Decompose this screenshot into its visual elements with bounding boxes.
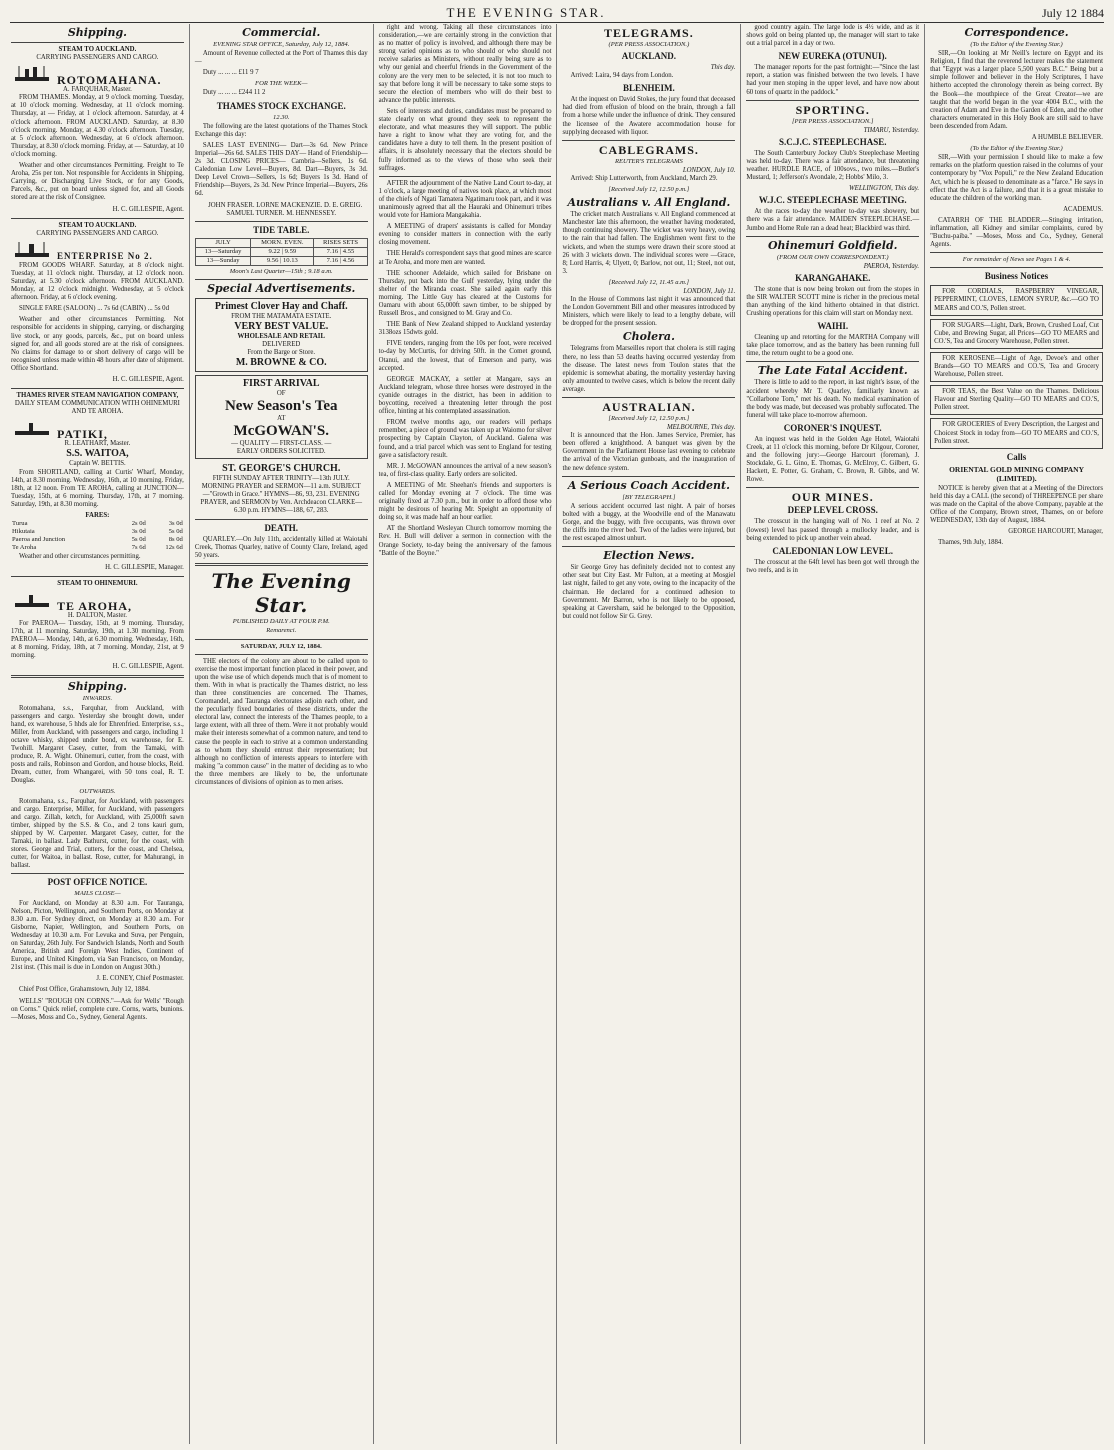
- shipping-ad-rotomahana: [11, 46, 184, 214]
- vessel-name: ROTOMAHANA.: [57, 73, 162, 88]
- fare-single: 5s 0d: [131, 536, 146, 544]
- tide-row: [195, 247, 367, 256]
- fare-return: 12s 6d: [165, 544, 183, 552]
- tide-heading: TIDE TABLE.: [253, 224, 310, 235]
- master-name: H. DALTON, Master.: [67, 611, 127, 619]
- church-services: MORNING PRAYER and SERMON—11 a.m. SUBJECT—"Growth in Grace." HYMNS—86, 93, 231. EVENING PRAYER, and SERMON by Ven. Archdeacon CLARKE—6.30 p.m. HYMNS—188, 67, 283.: [200, 483, 363, 515]
- london-body: Arrived: Ship Lutterworth, from Auckland, March 29.: [570, 174, 718, 182]
- late-accident-heading: The Late Fatal Accident.: [757, 364, 908, 378]
- dateline: This day.: [710, 64, 736, 72]
- fare-row: [11, 520, 184, 528]
- steamship-icon: [11, 590, 53, 610]
- press-credit: [PER PRESS ASSOCIATION.]: [791, 117, 874, 125]
- duty-week: Duty ... ... ... £244 11 2: [202, 89, 266, 97]
- advert-value: VERY BEST VALUE.: [234, 321, 329, 333]
- vessel-row: [11, 590, 184, 613]
- news-paragraph: THE schooner Adelaide, which sailed for Brisbane on Thursday, put back into the Gulf yesterday, lying under the shelter of the Miranda coast. She sailed again early this morning. The Little Guy has cleared at the Customs for Oamaru with about 65,000ft sawn timber, to be shipped by Russell Bros., and consigned to M. Gray and Co.: [378, 269, 552, 318]
- waihi-heading: WAIHI.: [817, 321, 849, 332]
- waihi-body: Cleaning up and retorting for the MARTHA Company will take place tomorrow, and as the battery has been running full time, the return ought to be a good one.: [746, 334, 920, 358]
- vessel-name: TE AROHA,: [57, 598, 133, 613]
- tide-cell: 7.16 | 4.56: [314, 256, 367, 265]
- special-ads-heading: Special Advertisements.: [207, 282, 356, 296]
- commercial-heading: Commercial.: [242, 26, 321, 39]
- death-heading: DEATH.: [264, 523, 299, 534]
- press-credit: (PER PRESS ASSOCIATION.): [608, 41, 690, 48]
- advert-delivered: DELIVERED: [262, 341, 301, 349]
- goldfield-credit: (FROM OUR OWN CORRESPONDENT.): [776, 253, 889, 261]
- divider: [562, 476, 735, 477]
- divider: [930, 267, 1103, 268]
- letter-address: (To the Editor of the Evening Star.): [970, 145, 1063, 153]
- news-paragraph: THE Bank of New Zealand shipped to Auckland yesterday 3138ozs 15dwts gold.: [378, 321, 552, 337]
- inquest-body: An inquest was held in the Golden Age Hotel, Waiotahi Creek, at 11 o'clock this morning, before Dr Kilgour, Coroner, and the following jury:—George Harcourt (foreman), J. Stockdale, G. L. Gino, E. Thomas, G. McElroy, C. Gilbert, G. Hackett, E. Potter, G. Graham, C. Brown, R. Gibbs, and W. Rowe.: [746, 435, 920, 484]
- late-accident-body: There is little to add to the report, in last night's issue, of the accident whereby Mr T. Quarley, familiarly known as "Collarbone Tom," met his death. No medical examination of the body was made, but deceased was probably suffocated. The funeral will take place to-morrow afternoon.: [746, 379, 920, 419]
- business-notice: FOR SUGARS—Light, Dark, Brown, Crushed Loaf, Cut Cube, and Brewing Sugar, all Prices—GO TO MEARS and CO.'S, Tea and Grocery Warehouse, Pollen street.: [930, 319, 1103, 349]
- ad-schedule: From SHORTLAND, calling at Curtis' Wharf, Monday, 14th, at 8.30 morning. Wednesday, 16th, at 10 morning. Friday, 18th, at 12 noon. From TE AROHA, calling at JUNCTION— Tuesday, 15th, at 6 morning. Thursday, 17th, at 7 morning. Saturday, 19th, at 8.30 morning.: [11, 468, 184, 508]
- calls-date: Thames, 9th July, 1884.: [938, 539, 1004, 547]
- election-body: Sir George Grey has definitely decided not to contest any other seat but City East. Mr Fulton, at a meeting at Mosgiel last night, failed to get any vote, owing to the incapacity of the chairman. He declared for a continued adhesion to Government. Mr Barron, who is not likely to be opposed, speaking at Caversham, said he belonged to the Opposition, but could not follow Sir G. Grey.: [562, 564, 736, 620]
- paper-name: The Evening Star.: [211, 569, 351, 618]
- divider: [11, 388, 184, 389]
- divider: [195, 563, 368, 566]
- column-5: [741, 24, 925, 1444]
- news-paragraph: AFTER the adjournment of the Native Land Court to-day, at 1 o'clock, a large meeting of natives took place, at which most of the chiefs of Ngati Tamatera Ngatimaru took part, and it was unanimously agreed that all the Hauraki and Ohinemuri tribes would vote for Hamiora Mangakahia.: [378, 179, 552, 220]
- letter-body-2: SIR,—With your permission I should like to make a few remarks on the platform question raised in the columns of your contemporary by "Vox Populi," re the New Zealand Education Act, which he is pleased to denominate as a "farce." He says in effect that the Act is a failure, and that it is a great mistake to educate the children of the working man.: [930, 154, 1103, 202]
- london-body-2: In the House of Commons last night it was announced that the London Government Bill and other measures introduced by Ministers, which were likely to lead to a lengthy debate, will be dropped for the present session.: [562, 296, 736, 328]
- fare-single: 3s 0d: [131, 528, 146, 536]
- goldfield-heading: Ohinemuri Goldfield.: [767, 238, 898, 252]
- tide-table: [195, 238, 368, 266]
- calls-heading: Calls: [1006, 451, 1027, 462]
- blenheim-body: At the inquest on David Stokes, the jury found that deceased had died from effusion of blood on the brain, through a fall from a horse while under the influence of drink. They censured the licensee of the Awatere accommodation house for supplying deceased with liquor.: [562, 96, 736, 136]
- fares-table: [11, 520, 184, 552]
- exchange-intro: The following are the latest quotations of the Thames Stock Exchange this day:: [194, 122, 368, 138]
- catarrh-advert: CATARRH OF THE BLADDER.—Stinging irritation, inflammation, all Kidney and similar complaints, cured by "Buchu-paiba." —Moses, Moss and Co., Sydney, General Agents.: [930, 216, 1103, 249]
- news-reminder: For remainder of News see Pages 1 & 4.: [962, 256, 1071, 264]
- fare-place: Hikutaia: [12, 528, 35, 536]
- fares-note: Weather and other circumstances permitting.: [19, 552, 141, 560]
- telegrams-heading: TELEGRAMS.: [604, 26, 694, 40]
- fare-single: 2s 0d: [131, 520, 146, 528]
- motto: Remarenci.: [266, 627, 297, 635]
- steamship-icon: [11, 64, 53, 84]
- duty-day: Duty ... ... ... £11 9 7: [202, 69, 259, 77]
- advert-headline: Primest Clover Hay and Chaff.: [214, 301, 348, 313]
- ad-fare: SINGLE FARE (SALOON) ... 7s 6d (CABIN) ... 5s 0d: [19, 305, 169, 313]
- tide-row: [195, 256, 367, 265]
- column-4: [557, 24, 741, 1444]
- reuter-credit: REUTER'S TELEGRAMS: [614, 157, 683, 165]
- fare-single: 7s 6d: [131, 544, 146, 552]
- ad-subtitle: CARRYING PASSENGERS AND CARGO.: [36, 229, 159, 237]
- new-eureka-body: The manager reports for the past fortnight:—"Since the last report, a station was finished between the two levels. I have had your men stoping in the upper level, and have now about 60 tons of quartz in the paddock.": [746, 64, 920, 96]
- advert-of: OF: [276, 390, 286, 398]
- ad-agent: H. C. GILLESPIE, Manager.: [105, 563, 184, 571]
- divider: [746, 487, 919, 488]
- death-notice: QUARLEY.—On July 11th, accidentally killed at Waiotahi Creek, Thomas Quarley, native of County Clare, Ireland, aged 50 years.: [194, 536, 368, 560]
- ad-note: Weather and other circumstances Permitting. Not responsible for accidents in shipping, carrying, or discharging live stock, or any goods, parcels, &c., put on board unless signed for, and all goods stored are at the risk of consignees. No claims for damage to or short delivery of cargo will be recognised unless made within 48 hours after date of shipment. Office Shortland.: [11, 316, 184, 372]
- exchange-time: 12.30.: [273, 113, 290, 121]
- new-eureka-heading: NEW EUREKA (OTUNUI).: [778, 51, 887, 62]
- cablegrams-heading: CABLEGRAMS.: [598, 142, 699, 157]
- divider: [562, 397, 735, 398]
- ad-schedule: FROM THAMES. Monday, at 9 o'clock morning. Tuesday, at 10 o'clock morning. Wednesday, at 11 o'clock morning. Thursday, at — Friday, at 1 o'clock afternoon. Saturday, at 4 o'clock afternoon. FROM AUCKLAND. Saturday, at 8.30 o'clock morning. Monday, at 4.30 o'clock afternoon. Tuesday, at 5 o'clock afternoon. Wednesday, at 6 o'clock afternoon. Thursday, at 8.30 o'clock morning. Friday, at — Saturday, at 10 o'clock morning.: [11, 94, 184, 158]
- fare-return: 5s 0d: [168, 528, 183, 536]
- master-name: R. LEATHART, Master.: [64, 440, 131, 448]
- business-notice: FOR GROCERIES of Every Description, the Largest and Choicest Stock in today from—GO TO MEARS and CO.'S, Pollen street.: [930, 418, 1103, 448]
- shipping-heading: Shipping.: [67, 26, 128, 39]
- fare-return: 3s 0d: [168, 520, 183, 528]
- advert-merchant: McGOWAN'S.: [233, 423, 329, 440]
- wjc-heading: W.J.C. STEEPLECHASE MEETING.: [758, 195, 907, 206]
- masthead-date: July 12 1884: [1041, 5, 1104, 20]
- karangahake-body: The stone that is now being broken out from the stopes in the SIR WALTER SCOTT mine is richer in the precious metal than anything of the kind hitherto obtained in that district. Crushing operations for this claim will start on Monday next.: [746, 285, 920, 318]
- news-paragraph: A MEETING of drapers' assistants is called for Monday evening to consider matters in connection with the early closing movement.: [378, 223, 552, 247]
- dateline: LONDON, July 11.: [683, 287, 736, 295]
- correspondence-heading: Correspondence.: [964, 26, 1069, 39]
- news-paragraph: FROM twelve months ago, our readers will perhaps remember, a piece of ground was taken up at Waiomo for silver prospecting by Captain Clayton, of Auckland. Galena was found, and a trial parcel which was sent to England for testing gave a satisfactory result.: [378, 419, 552, 459]
- divider: [746, 361, 919, 362]
- post-office-heading: POST OFFICE NOTICE.: [47, 877, 148, 888]
- tide-cell: 9.22 | 9.59: [251, 247, 314, 256]
- advert-tea-headline: New Season's Tea: [224, 398, 338, 415]
- post-office-place: Chief Post Office, Grahamstown, July 12, 1884.: [19, 986, 150, 994]
- divider: [195, 279, 368, 280]
- advert-wholesale: WHOLESALE AND RETAIL: [237, 333, 325, 341]
- steamship-icon: [11, 240, 53, 260]
- tide-cell: 7.16 | 4.55: [314, 247, 367, 256]
- cholera-heading: Cholera.: [622, 330, 675, 344]
- column-2: [190, 24, 374, 1444]
- accident-body: A serious accident occurred last night. A pair of horses bolted with a buggy, at the Woodville end of the Manawatu Gorge, and the buggy, with five occupants, was thrown over the cliffs into the river bed. Two of the ladies were injured, but the rest escaped almost unhurt.: [562, 502, 736, 543]
- business-notices-heading: Business Notices: [984, 271, 1049, 282]
- post-office-subhead: MAILS CLOSE—: [74, 890, 121, 898]
- shipping-heading-2: Shipping.: [67, 680, 128, 694]
- advert-quality: — QUALITY — FIRST-CLASS. —: [231, 440, 332, 448]
- fare-return: 8s 0d: [168, 536, 183, 544]
- steamship-icon: [11, 418, 53, 438]
- business-notice: FOR CORDIALS, RASPBERRY VINEGAR, PEPPERMINT, CLOVES, LEMON SYRUP, &c.—GO TO MEARS and CO.'S, Pollen street.: [930, 285, 1103, 315]
- leader-article: THE electors of the colony are about to be called upon to exercise the most important function placed in their power, and upon the wise use of which depends much that is of moment to them. With in what is practically the Thames district, no less than three constituencies are concerned. The Thames, Coromandel, and Tauranga electorates adjoin each other, and the peculiarly fixed boundaries of these districts, under the electoral law, connect the interests of the Thames people, to a large extent, with all three of them. Were it not probably would make their interests somewhat of a common nature, and tend to cause the people in each to strive at a common understanding as to whom they should entrust their representation; but although no confliction of interests appears to interfere with making "a common cause" in the matter of deciding as to who the three members are likely to be, the unfortunate circumstances of divisions of opinion as to men arises.: [194, 657, 368, 787]
- issue-date: SATURDAY, JULY 12, 1884.: [240, 642, 322, 650]
- vessel-name-2: S.S. WAITOA,: [66, 448, 129, 460]
- divider: [195, 654, 368, 655]
- shipping-ad-patiki: [11, 392, 184, 572]
- advert-early-orders: EARLY ORDERS SOLICITED.: [236, 448, 326, 456]
- ad-subtitle: CARRYING PASSENGERS AND CARGO.: [36, 54, 159, 62]
- divider: [11, 675, 184, 678]
- news-paragraph: MR. J. McGOWAN announces the arrival of a new season's tea, of first-class quality. Early orders are solicited.: [378, 462, 552, 478]
- tide-cell: 13—Sunday: [195, 256, 250, 265]
- ad-note: Weather and other circumstances Permitting. Freight to Te Aroha, 25s per ton. Not responsible for Accidents in Shipping, Carrying, or Discharging Live Stock, or for any Goods, Parcels, &c., put on board unless signed for, and all Goods stored are at the risk of Consignee.: [11, 162, 184, 202]
- tide-column-header: MORN. EVEN.: [251, 238, 314, 247]
- accident-heading: A Serious Coach Accident.: [567, 478, 730, 492]
- leader-continued: right and wrong. Taking all these circumstances into consideration,—we are certainly strong in the conviction that as no matter of policy is involved, and although there may be strong varied opinions as to who should or who should not receive salaries as Ministers, without really being sure as to why our genial and cheerful friends in the Government of the colony are the very men to be selected, it is not too much to say that before long it will be necessary to take some steps to secure the election of members who will do their best to advance the public interests.: [378, 24, 552, 104]
- divider: [562, 140, 735, 141]
- news-paragraph: AT the Shortland Wesleyan Church tomorrow morning the Rev. H. Bull will deliver a sermon in connection with the Orange Society, to-day being the anniversary of the famous "Battle of the Boyne.": [378, 525, 552, 557]
- fare-row: [11, 544, 184, 552]
- fare-place: Paeroa and Junction: [12, 536, 66, 544]
- news-paragraph: A MEETING of Mr. Sheehan's friends and supporters is called for Monday evening at 7 o'clock. The time was originally fixed at 7.30 p.m., but in order to afford those who might be desirous of hearing Mr. Speight an opportunity of doing so, it was made half an hour earlier.: [378, 481, 552, 522]
- master-name: A. FARQUHAR, Master.: [63, 86, 132, 94]
- tide-cell: 9.56 | 10.13: [251, 256, 314, 265]
- columns: [6, 24, 1108, 1444]
- divider: [562, 546, 735, 547]
- letter-signature: A HUMBLE BELIEVER.: [1031, 134, 1103, 142]
- dateline: WELLINGTON, This day.: [849, 185, 920, 193]
- advert-from: From the Barge or Store.: [247, 349, 316, 357]
- divider: [195, 519, 368, 520]
- ad-agent: H. C. GILLESPIE, Agent.: [112, 376, 184, 383]
- advert-first-arrival: FIRST ARRIVAL: [242, 378, 320, 390]
- divider: [746, 100, 919, 101]
- column-1: [6, 24, 190, 1444]
- dateline: MELBOURNE, This day.: [666, 424, 736, 432]
- ad-schedule: FROM GOODS WHARF. Saturday, at 8 o'clock night. Tuesday, at 11 o'clock night. Thursday, at 12 o'clock noon. Saturday, at 5.30 o'clock afternoon. FROM AUCKLAND. Monday, at 12 o'clock midnight. Wednesday, at 5 o'clock afternoon. Friday, at 6 o'clock evening.: [11, 261, 184, 302]
- ad-agent: H. C. GILLESPIE, Agent.: [112, 663, 184, 671]
- bottom-advert: WELLS' "ROUGH ON CORNS."—Ask for Wells' "Rough on Corns." Quick relief, complete cure. Corns, warts, bunions.—Moses, Moss and Co., Sydney, General Agents.: [11, 997, 184, 1021]
- received-line: [Received July 12, 11.45 a.m.]: [608, 278, 690, 286]
- advert-at: AT: [277, 415, 286, 423]
- deep-level-body: The crosscut in the hanging wall of No. 1 reef at No. 2 (lowest) level has passed through a mullocky leader, and is being extended to pick up another vein ahead.: [746, 518, 920, 542]
- wjc-body: At the races to-day the weather to-day was showery, but there was a fair attendance. MAIDEN STEEPLECHASE.—Jumbo and Home Rule ran a dead heat; Blackbird was third.: [746, 208, 920, 232]
- week-heading: FOR THE WEEK—: [255, 80, 308, 88]
- church-notice: [195, 463, 368, 515]
- shipping-ad-enterprise: [11, 222, 184, 385]
- dateline: PAEROA, Yesterday.: [863, 262, 920, 270]
- post-office-signature: J. E. CONEY, Chief Postmaster.: [96, 975, 184, 983]
- calls-signature: GEORGE HARCOURT, Manager,: [1008, 528, 1103, 536]
- election-heading: Election News.: [603, 549, 695, 563]
- church-day: FIFTH SUNDAY AFTER TRINITY—13th JULY.: [212, 475, 350, 483]
- caledonian-body: The crosscut at the 64ft level has been got well through the two reefs, and is in: [746, 558, 920, 574]
- melbourne-body: It is announced that the Hon. James Service, Premier, has been offered a knighthood. A banquet was given by the Government in the Parliament House last evening to celebrate the arrival of the Victorian gunboats, and the inauguration of the new defence system.: [562, 432, 736, 472]
- cricket-body: The cricket match Australians v. All England commenced at Manchester late this afternoon, the weather having moderated, though continuing showery. The wicket was very heavy, owing to the rain that had fallen. The Englishmen went first to the wickets, and when the stumps were drawn their score stood at 26 with 3 wickets down. The individual scores were —Grace, 8; Lord Harris, 4; Ulyett, 0; Barlow, not out, 11; Steel, not out, 3.: [562, 211, 736, 275]
- karangahake-heading: KARANGAHAKE.: [795, 272, 871, 283]
- fare-place: Turua: [12, 520, 28, 528]
- vessel-name: PATIKI,: [57, 427, 108, 442]
- publication-line: PUBLISHED DAILY AT FOUR P.M.: [232, 618, 330, 626]
- ad-title: STEAM TO AUCKLAND.: [58, 46, 137, 53]
- cholera-body: Telegrams from Marseilles report that cholera is still raging there, no less than 53 deaths having occurred yesterday from the disease. The latest news from Toulon states that the epidemic is somewhat abating, the mortality yesterday having only amounted to twelve cases, which is below the recent daily average.: [562, 345, 736, 393]
- fares-heading: FARES:: [85, 512, 110, 520]
- outwards-body: Rotomahana, s.s., Farquhar, for Auckland, with passengers and cargo. Enterprise, Miller, for Auckland, with passengers and cargo. Zillah, ketch, for Auckland, with 25,000ft sawn timber, shipped by the S.S. & Co., and 2 tons kauri gum, shipped by W. Carpenter. Margaret Casey, cutter, for the Tamaki, in ballast. Lady Bathurst, cutter, for the coast, with stores. George and Trial, cutters, for the coast, and Chelsea, cutter, for Waitoa, in ballast. Rose, cutter, for Mahurangi, in ballast.: [11, 797, 184, 870]
- letter-address: (To the Editor of the Evening Star.): [970, 41, 1063, 48]
- letter-signature-2: ACADEMUS.: [1063, 205, 1103, 213]
- scjc-heading: S.C.J.C. STEEPLECHASE.: [778, 136, 887, 147]
- divider: [195, 639, 368, 640]
- divider: [195, 221, 368, 222]
- fare-row: [11, 536, 184, 544]
- inquest-heading: CORONER'S INQUEST.: [783, 422, 882, 433]
- shipping-ad-te-aroha: [11, 580, 184, 672]
- leader-paragraph: Sets of interests and duties, candidates must be prepared to state clearly on what ground they seek to represent the electorate, and what measures they will support. The public have a right to know what they are voting for, and the candidates have a duty to tell them. In the present position of affairs, it is absolutely necessary that the electors should be fully informed as to the views of those who seek their suffrages.: [378, 107, 552, 172]
- inwards-body: Rotomahana, s.s., Farquhar, from Auckland, with passengers and cargo. Yesterday she brought down, under hand, ex warehouse, 5 hhds ale for Ehrenfried. Enterprise, s.s., Miller, from Auckland, with passengers and cargo, including 1 octave whisky, shipped under bond, ex warehouse, for E. Twohill. Margaret Casey, cutter, from the Tamaki, with produce, R. A. Wight. Ohinemuri, cutter, from the coast, with posts and rails, Robinson and Gordon, and house blocks, Reid. Dream, cutter, from Whangarei, with 50 tons coal, R. T. Douglas.: [11, 704, 184, 785]
- exchange-body: SALES LAST EVENING— Dart—3s 6d. New Prince Imperial—26s 6d. SALES THIS DAY— Hand of Friendship—2s 3d. CLOSING PRICES— Cambria—Sellers, 1s 6d. Caledonian Low Level—Buyers, 8d. Dart—Buyers, 3s 3d. Deep Level Crown—Sellers, 1s 6d; Buyers 1s 3d. Hand of Friendship—Buyers, 2s 3d. New Prince Imperial—Buyers, 26s 6d.: [194, 141, 368, 198]
- masthead: [10, 4, 1104, 23]
- auckland-heading: AUCKLAND.: [621, 51, 677, 62]
- customs-intro: Amount of Revenue collected at the Port of Thames this day —: [194, 50, 368, 66]
- dateline: TIMARU, Yesterday.: [863, 126, 920, 134]
- advert-merchant: M. BROWNE & CO.: [235, 357, 327, 369]
- advert-source: FROM THE MATAMATA ESTATE.: [231, 313, 332, 321]
- tide-header-row: [195, 238, 367, 247]
- news-paragraph: GEORGE MACKAY, a settler at Mangare, says an Auckland telegram, whose three horses were destroyed in the cyanide outrages in the district, has been in addition to boycotting, received a threatening letter through the post office, hinting at his contemplated assassination.: [378, 375, 552, 416]
- ad-title: THAMES RIVER STEAM NAVIGATION COMPANY,: [16, 392, 179, 400]
- post-office-body: For Auckland, on Monday at 8.30 a.m. For Tauranga, Nelson, Picton, Wellington, and Southern Ports, on Monday at 8.30 a.m. For Sydney direct, on Monday at 8.30 a.m. For Gisborne, Napier, Wellington, and Southern Ports, on Wednesday at 10.30 a.m. For Levuka and Suva, per Penguin, on Saturday, 26th July. For Sandwich Islands, North and South America, British and Foreign West Indies, Continent of Europe, and United Kingdom, via San Francisco, on Monday, 21st inst. (This mail is due in London on August 30th.): [11, 899, 184, 972]
- scjc-body: The South Canterbury Jockey Club's Steeplechase Meeting was held to-day. There was a fair attendance, but threatening weather. HURDLE RACE, of 100sovs., two miles.—Butler's Mustard, 1; Jefferson's Avondale, 2; Hobbs' Milo, 3.: [746, 149, 920, 182]
- fare-row: [11, 528, 184, 536]
- master-name-2: Captain W. BETTIS.: [69, 460, 126, 468]
- news-paragraph: THE Herald's correspondent says that good mines are scarce at Te Aroha, and more men are wanted.: [378, 250, 552, 266]
- tide-column-header: RISES SETS: [314, 238, 367, 247]
- australian-heading: AUSTRALIAN.: [602, 400, 696, 414]
- divider: [11, 576, 184, 577]
- church-name: ST. GEORGE'S CHURCH.: [222, 463, 341, 475]
- vessel-row: [11, 240, 184, 260]
- accident-credit: [BY TELEGRAPH.]: [622, 493, 676, 501]
- ad-title: STEAM TO AUCKLAND.: [58, 221, 137, 229]
- ad-schedule: For PAEROA— Tuesday, 15th, at 9 morning. Thursday, 17th, at 11 morning. Saturday, 19th, at 1.30 morning. From PAEROA— Monday, 14th, at 6.30 morning. Wednesday, 16th, at 8 morning. Friday, 18th, at 7 morning. Monday, 21st, at 9 morning.: [11, 619, 184, 660]
- mining-report: good country again. The large lode is 4½ wide, and as it shows gold on being planted up, the manager will start to take out a trial parcel in a day or two.: [746, 24, 920, 48]
- vessel-row: [11, 418, 184, 442]
- exchange-heading: THAMES STOCK EXCHANGE.: [216, 100, 346, 111]
- fare-place: Te Aroha: [12, 544, 37, 552]
- mines-heading: OUR MINES.: [791, 490, 874, 505]
- cricket-heading: Australians v. All England.: [567, 196, 731, 210]
- divider: [379, 176, 552, 177]
- column-3: [374, 24, 558, 1444]
- tide-cell: 13—Saturday: [195, 247, 250, 256]
- calls-body: NOTICE is hereby given that at a Meeting of the Directors held this day a CALL (the second) of THREEPENCE per share was made on the Capital of the above Company, payable at the Office of the Company, Brown street, Thames, on or before WEDNESDAY, 13th day of August, 1884.: [930, 484, 1103, 525]
- divider: [746, 236, 919, 237]
- auckland-body: Arrived: Laira, 94 days from London.: [570, 72, 674, 80]
- divider: [11, 218, 184, 219]
- received-line: [Received July 12, 12.50 p.m.]: [608, 186, 690, 194]
- column-6: [925, 24, 1108, 1444]
- divider: [11, 42, 184, 43]
- vessel-row: [11, 64, 184, 88]
- ad-title: STEAM TO OHINEMURI.: [57, 579, 138, 587]
- dateline: LONDON, July 10.: [682, 166, 736, 174]
- brokers-list: JOHN FRASER. LORNE MACKENZIE. D. E. GREIG. SAMUEL TURNER. M. HENNESSEY.: [208, 201, 363, 217]
- calls-company: ORIENTAL GOLD MINING COMPANY (LIMITED).: [949, 464, 1085, 483]
- news-paragraph: FIVE tenders, ranging from the 10s per foot, were received to-day by McCurtis, for driving 50ft. in the Comet ground, Otanui, and the lowest, that of Emerson and party, was accepted.: [378, 340, 552, 372]
- ad-subtitle: DAILY STEAM COMMUNICATION WITH OHINEMURI AND TE AROHA.: [14, 400, 180, 416]
- outwards-heading: OUTWARDS.: [79, 788, 116, 796]
- tide-note: Moon's Last Quarter—15th ; 9.18 a.m.: [229, 267, 333, 275]
- received-line: [Received July 12, 12.50 p.m.]: [608, 415, 690, 422]
- sporting-heading: SPORTING.: [795, 102, 870, 117]
- inwards-heading: INWARDS.: [82, 695, 113, 703]
- hay-advert: [195, 298, 368, 372]
- business-notice: FOR TEAS, the Best Value on the Thames. Delicious Flavour and Sterling Quality—GO TO MEARS and CO.'S, Pollen street.: [930, 385, 1103, 415]
- letter-body: SIR,—On looking at Mr Neill's lecture on Egypt and its Religion, I find that the reverend lecturer makes the statement that "Egypt was a larger place 5,500 years B.C." Being but a simple follower and believer in the Holy Scriptures, I have hitherto accepted the chronology therein as being correct. By the Book—the mouthpiece of the Great Creator—we are taught that the world began in the year 4004 B.C., with the creation of Adam and Eve in the Garden of Eden, and the other characters enumerated in this Holy Book are still said to have been descended from Adam.: [930, 50, 1103, 130]
- business-notice: FOR KEROSENE—Light of Age, Devoe's and other Brands—GO TO MEARS and CO.'S, Tea and Grocery Warehouse, Pollen street.: [930, 352, 1103, 382]
- tea-advert: [195, 375, 368, 459]
- divider: [930, 252, 1103, 253]
- office-dateline: EVENING STAR OFFICE, Saturday, July 12, 1884.: [213, 41, 350, 48]
- blenheim-heading: BLENHEIM.: [623, 83, 675, 94]
- masthead-title: THE EVENING STAR.: [446, 5, 606, 20]
- tide-column-header: JULY: [195, 238, 250, 247]
- vessel-name: ENTERPRISE No 2.: [57, 250, 153, 261]
- divider: [11, 873, 184, 874]
- ad-agent: H. C. GILLESPIE, Agent.: [112, 205, 184, 213]
- deep-level-heading: DEEP LEVEL CROSS.: [787, 505, 878, 516]
- caledonian-heading: CALEDONIAN LOW LEVEL.: [772, 545, 894, 556]
